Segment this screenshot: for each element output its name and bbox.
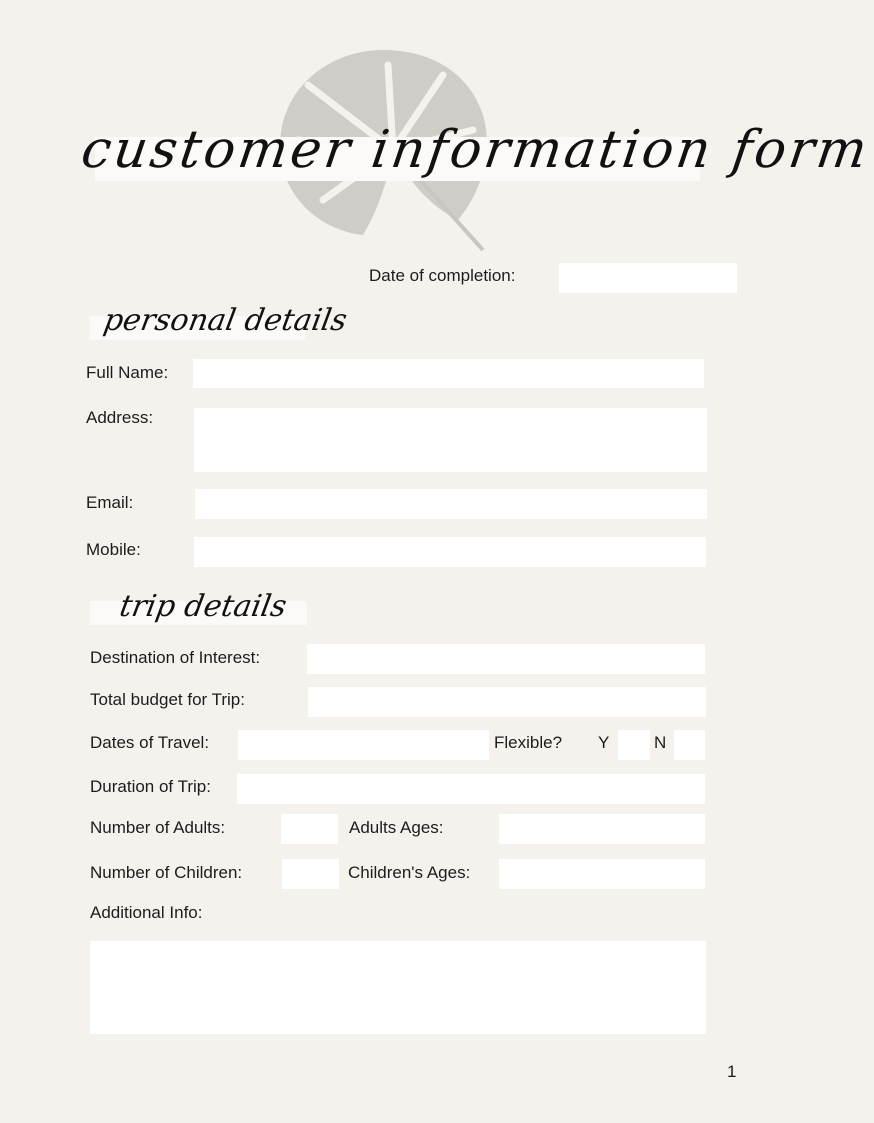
adults-label: Number of Adults: [90,818,226,837]
children-count-field[interactable] [282,859,339,889]
address-label: Address: [86,408,154,427]
email-label: Email: [86,493,134,512]
duration-label: Duration of Trip: [90,777,211,796]
date-of-completion-label: Date of completion: [369,266,516,285]
email-field[interactable] [195,489,707,519]
flexible-no-box[interactable] [674,730,705,760]
full-name-label: Full Name: [86,363,169,382]
form-title: customer information form [77,120,874,180]
duration-field[interactable] [237,774,705,804]
dates-of-travel-field[interactable] [238,730,489,760]
mobile-label: Mobile: [86,540,141,559]
budget-label: Total budget for Trip: [90,690,245,709]
personal-details-heading: personal details [100,303,350,338]
adults-count-field[interactable] [281,814,338,844]
destination-label: Destination of Interest: [90,648,261,667]
date-of-completion-field[interactable] [559,263,737,293]
children-ages-label: Children's Ages: [348,863,471,882]
budget-field[interactable] [308,687,706,717]
mobile-field[interactable] [194,537,706,567]
page-number: 1 [727,1062,737,1081]
additional-info-label: Additional Info: [90,903,203,922]
destination-field[interactable] [307,644,705,674]
adults-ages-label: Adults Ages: [349,818,444,837]
flexible-label: Flexible? [494,733,563,752]
trip-details-heading: trip details [116,589,290,624]
dates-of-travel-label: Dates of Travel: [90,733,210,752]
children-label: Number of Children: [90,863,243,882]
flexible-no-label: N [654,733,667,752]
flexible-yes-box[interactable] [618,730,650,760]
adults-ages-field[interactable] [499,814,705,844]
children-ages-field[interactable] [499,859,705,889]
address-field[interactable] [194,408,707,472]
full-name-field[interactable] [193,359,704,388]
flexible-yes-label: Y [598,733,610,752]
additional-info-field[interactable] [90,941,706,1034]
